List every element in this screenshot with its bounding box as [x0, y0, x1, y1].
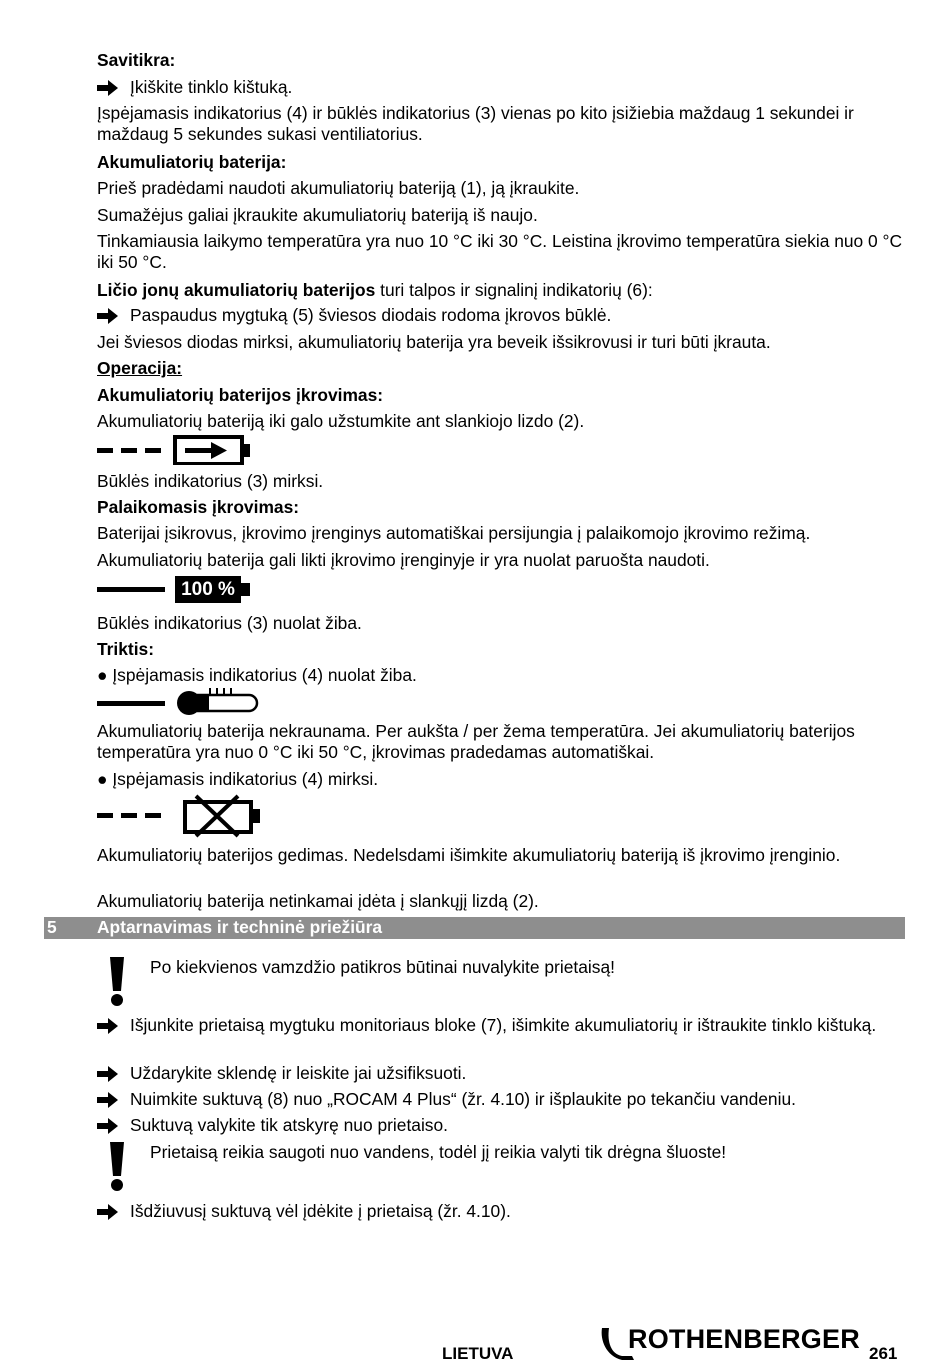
right-arrow-icon — [97, 1064, 119, 1084]
exclamation-icon — [104, 1140, 130, 1192]
fault-paragraph-3: Akumuliatorių baterija netinkamai įdėta į slankųjį lizdą (2). — [97, 891, 539, 911]
battery-terminal — [241, 583, 250, 596]
maintenance-status: Būklės indikatorius (3) nuolat žiba. — [97, 613, 362, 633]
liion-bold: Ličio jonų akumuliatorių baterijos — [97, 280, 376, 300]
battery-heading: Akumuliatorių baterija: — [97, 152, 287, 172]
fault-paragraph-1: Akumuliatorių baterija nekraunama. Per aukšta / per žema temperatūra. Jei akumuliatorių baterijos temperatūra yra nuo 0 °C iki 50 °C, įkrovimas pradedamas automatiškai. — [97, 721, 855, 762]
rothenberger-logo — [598, 1322, 860, 1364]
battery-full-label: 100 % — [175, 576, 241, 603]
battery-paragraph-1: Prieš pradėdami naudoti akumuliatorių bateriją (1), ją įkraukite. — [97, 178, 580, 198]
fault-bullet-1: ● Įspėjamasis indikatorius (4) nuolat žiba. — [97, 665, 417, 685]
section-title: Aptarnavimas ir techninė priežiūra — [97, 917, 383, 937]
battery-full-icon — [97, 576, 257, 606]
maintenance-paragraph-1: Baterijai įsikrovus, įkrovimo įrenginys automatiškai persijungia į palaikomojo įkrovimo režimą. — [97, 523, 811, 543]
operation-heading: Operacija: — [97, 358, 183, 378]
charging-status: Būklės indikatorius (3) mirksi. — [97, 471, 324, 491]
battery-paragraph-2: Sumažėjus galiai įkraukite akumuliatorių bateriją iš naujo. — [97, 205, 538, 225]
selftest-heading: Savitikra: — [97, 50, 176, 70]
maintenance-step-text: Suktuvą valykite tik atskyrę nuo prietaiso. — [130, 1115, 449, 1135]
logo-wordmark: ROTHENBERGER — [628, 1324, 860, 1354]
right-arrow-icon — [97, 1202, 119, 1222]
right-arrow-icon — [97, 78, 119, 98]
section-5-header — [44, 917, 905, 939]
warning-text-1: Po kiekvienos vamzdžio patikros būtinai nuvalykite prietaisą! — [150, 957, 615, 977]
exclamation-icon — [104, 955, 130, 1007]
battery-paragraph-4: Jei šviesos diodas mirksi, akumuliatorių baterija yra beveik išsikrovusi ir turi būti įkrauta. — [97, 332, 771, 352]
maintenance-step-text: Nuimkite suktuvą (8) nuo „ROCAM 4 Plus“ (žr. 4.10) ir išplaukite po tekančiu vandeniu. — [130, 1089, 796, 1109]
maintenance-step-text: Išjunkite prietaisą mygtuku monitoriaus bloke (7), išimkite akumuliatorių ir ištraukite tinklo kištuką. — [130, 1015, 877, 1035]
battery-paragraph-3: Tinkamiausia laikymo temperatūra yra nuo 10 °C iki 30 °C. Leistina įkrovimo temperatūra siekia nuo 0 °C iki 50 °C. — [97, 231, 903, 272]
right-arrow-icon — [97, 1090, 119, 1110]
solid-line — [97, 587, 165, 592]
fault-heading: Triktis: — [97, 639, 155, 659]
battery-temperature-icon — [97, 688, 267, 716]
battery-step-text: Paspaudus mygtuką (5) šviesos diodais rodoma įkrovos būklė. — [130, 305, 612, 325]
selftest-paragraph: Įspėjamasis indikatorius (4) ir būklės indikatorius (3) vienas po kito įsižiebia maždaug 1 sekundei ir maždaug 5 sekundes sukasi ventiliatorius. — [97, 103, 854, 144]
maintenance-heading: Palaikomasis įkrovimas: — [97, 497, 300, 517]
charging-heading: Akumuliatorių baterijos įkrovimas: — [97, 385, 384, 405]
fault-paragraph-2: Akumuliatorių baterijos gedimas. Nedelsdami išimkite akumuliatorių bateriją iš įkrovimo įrenginio. — [97, 845, 841, 865]
liion-rest: turi talpos ir signalinį indikatorių (6): — [375, 280, 653, 300]
section-number: 5 — [47, 917, 57, 937]
right-arrow-icon — [97, 1116, 119, 1136]
right-arrow-icon — [97, 1016, 119, 1036]
warning-text-2: Prietaisą reikia saugoti nuo vandens, todėl jį reikia valyti tik drėgna šluoste! — [150, 1142, 727, 1162]
battery-defect-icon — [97, 794, 267, 838]
fault-bullet-2: ● Įspėjamasis indikatorius (4) mirksi. — [97, 769, 379, 789]
liion-paragraph — [97, 280, 912, 301]
maintenance-paragraph-2: Akumuliatorių baterija gali likti įkrovimo įrenginyje ir yra nuolat paruošta naudoti. — [97, 550, 710, 570]
right-arrow-icon — [97, 306, 119, 326]
battery-charging-icon — [97, 435, 257, 465]
maintenance-step-text: Uždarykite sklendę ir leiskite jai užsifiksuoti. — [130, 1063, 467, 1083]
selftest-step-text: Įkiškite tinklo kištuką. — [130, 77, 293, 97]
charging-paragraph: Akumuliatorių bateriją iki galo užstumkite ant slankiojo lizdo (2). — [97, 411, 585, 431]
page-number: 261 — [869, 1344, 898, 1363]
maintenance-step-text: Išdžiuvusį suktuvą vėl įdėkite į prietaisą (žr. 4.10). — [130, 1201, 511, 1221]
footer-language: LIETUVA — [442, 1344, 514, 1363]
